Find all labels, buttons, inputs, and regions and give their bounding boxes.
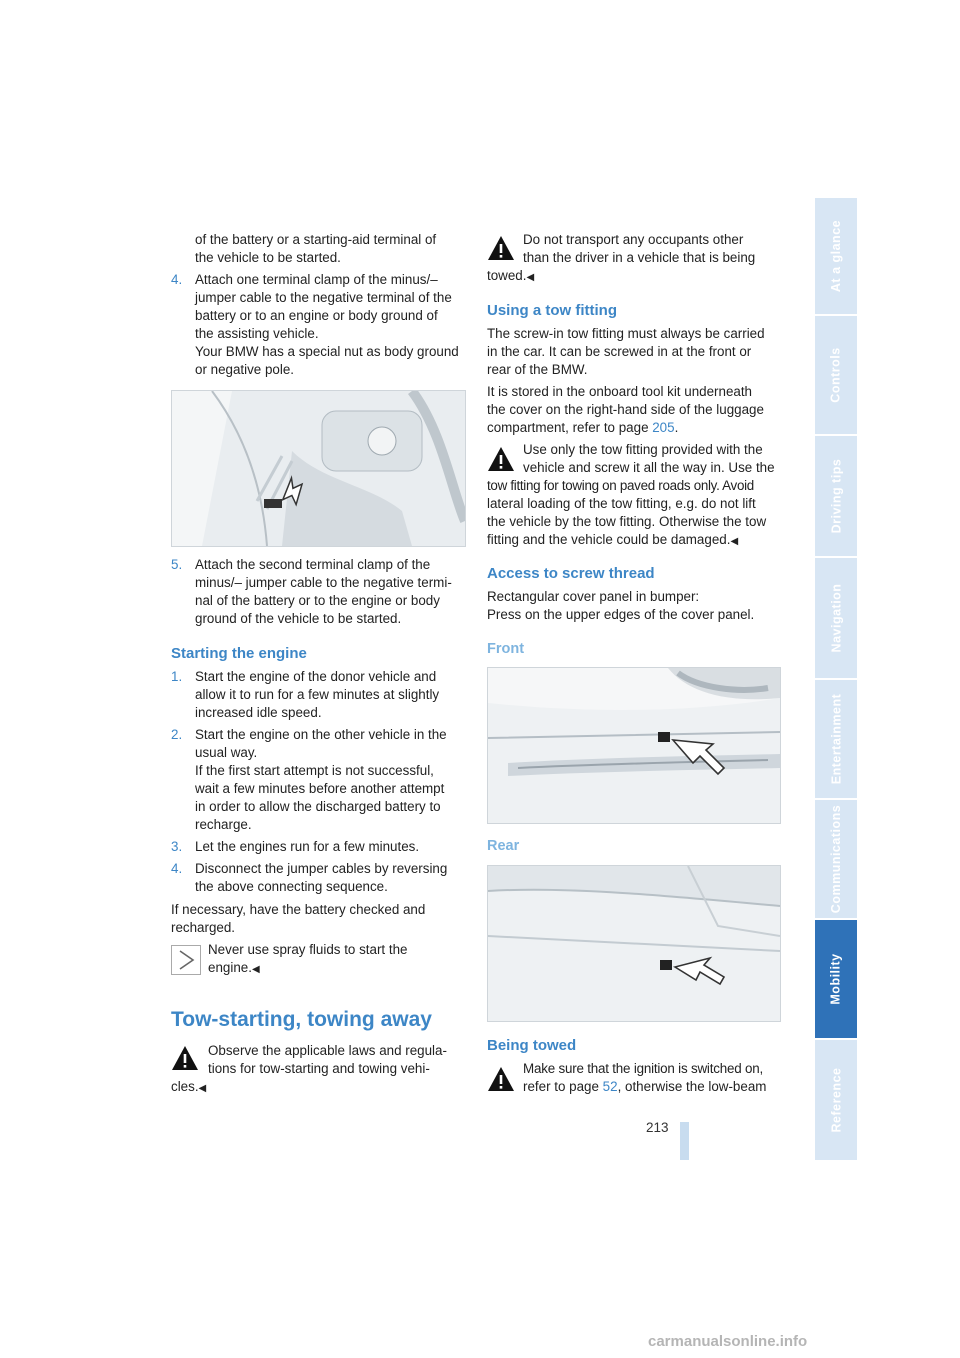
text-line: Start the engine on the other vehicle in the xyxy=(195,727,447,742)
text-line: lateral loading of the tow fitting, e.g. do not lift xyxy=(487,496,756,511)
text-line: the assisting vehicle. xyxy=(195,326,319,341)
end-mark: ◀ xyxy=(526,272,535,283)
chapter-heading: Tow-starting, towing away xyxy=(171,1008,432,1031)
text-line: If the first start attempt is not successful, xyxy=(195,763,434,778)
text-line: recharge. xyxy=(195,817,252,832)
text-line: the cover on the right-hand side of the luggage xyxy=(487,402,764,417)
page-link[interactable]: 205 xyxy=(652,420,675,435)
text-line: of the battery or a starting-aid terminal of xyxy=(195,232,437,247)
step-number: 4. xyxy=(171,272,183,287)
warning-icon xyxy=(171,1045,199,1076)
text-line: Use only the tow fitting provided with the xyxy=(523,442,763,457)
tab-entertainment[interactable]: Entertainment xyxy=(815,680,857,798)
text-line: If necessary, have the battery checked and xyxy=(171,902,426,917)
warning-text: cles.◀ xyxy=(171,1079,207,1094)
tab-reference[interactable]: Reference xyxy=(815,1040,857,1160)
step-number: 1. xyxy=(171,669,183,684)
text-line: usual way. xyxy=(195,745,258,760)
warning-text: fitting and the vehicle could be damaged.◀ xyxy=(487,532,739,547)
text-line: the above connecting sequence. xyxy=(195,879,388,894)
subsection-heading: Front xyxy=(487,641,525,657)
section-heading: Access to screw thread xyxy=(487,565,655,582)
text-line: Never use spray fluids to start the xyxy=(208,942,408,957)
tab-navigation[interactable]: Navigation xyxy=(815,558,857,678)
text-line: Rectangular cover panel in bumper: xyxy=(487,589,700,604)
end-mark: ◀ xyxy=(251,964,260,975)
text-line: compartment, refer to page 205. xyxy=(487,420,679,435)
rear-bumper-photo xyxy=(487,865,781,1022)
text-line: Do not transport any occupants other xyxy=(523,232,744,247)
step-number: 5. xyxy=(171,557,183,572)
engine-compartment-photo xyxy=(171,390,466,547)
step-number: 3. xyxy=(171,839,183,854)
note-text: engine.◀ xyxy=(208,960,260,975)
text-line: Make sure that the ignition is switched on, xyxy=(523,1061,764,1076)
text-line: tions for tow-starting and towing vehi- xyxy=(208,1061,430,1076)
text-line: increased idle speed. xyxy=(195,705,322,720)
end-mark: ◀ xyxy=(198,1083,207,1094)
note-icon xyxy=(171,945,201,975)
text-line: the vehicle by the tow fitting. Otherwise the tow xyxy=(487,514,767,529)
text-line: Attach the second terminal clamp of the xyxy=(195,557,431,572)
text-line: allow it to run for a few minutes at slightly xyxy=(195,687,440,702)
text-line: or negative pole. xyxy=(195,362,295,377)
page-number-bar xyxy=(680,1122,689,1160)
text-line: jumper cable to the negative terminal of the xyxy=(195,290,452,305)
end-mark: ◀ xyxy=(730,536,739,547)
subsection-heading: Rear xyxy=(487,838,520,854)
text-line: refer to page 52, otherwise the low-beam xyxy=(523,1079,767,1094)
page-link[interactable]: 52 xyxy=(602,1079,618,1094)
section-heading: Starting the engine xyxy=(171,645,307,662)
text-line: the vehicle to be started. xyxy=(195,250,341,265)
step-number: 4. xyxy=(171,861,183,876)
text-line: Disconnect the jumper cables by reversing xyxy=(195,861,448,876)
text-line: recharged. xyxy=(171,920,236,935)
text-line: ground of the vehicle to be started. xyxy=(195,611,402,626)
text-line: nal of the battery or to the engine or body xyxy=(195,593,440,608)
warning-text: towed.◀ xyxy=(487,268,535,283)
step-number: 2. xyxy=(171,727,183,742)
text-line: vehicle and screw it all the way in. Use the xyxy=(523,460,775,475)
section-heading: Being towed xyxy=(487,1037,577,1054)
footer-watermark: carmanualsonline.info xyxy=(648,1333,808,1350)
text-line: in the car. It can be screwed in at the front or xyxy=(487,344,752,359)
tab-driving-tips[interactable]: Driving tips xyxy=(815,436,857,556)
text-line: in order to allow the discharged battery to xyxy=(195,799,441,814)
tab-controls[interactable]: Controls xyxy=(815,316,857,434)
text-line: Observe the applicable laws and regula- xyxy=(208,1043,447,1058)
page-number: 213 xyxy=(646,1120,669,1135)
text-line: than the driver in a vehicle that is being xyxy=(523,250,756,265)
text-line: tow fitting for towing on paved roads only. Avoid xyxy=(487,478,754,493)
text-line: Start the engine of the donor vehicle and xyxy=(195,669,437,684)
section-heading: Using a tow fitting xyxy=(487,302,617,319)
warning-icon xyxy=(487,446,515,477)
warning-icon xyxy=(487,1066,515,1097)
text-line: rear of the BMW. xyxy=(487,362,588,377)
text-line: minus/– jumper cable to the negative termi- xyxy=(195,575,452,590)
front-bumper-photo xyxy=(487,667,781,824)
text-line: Attach one terminal clamp of the minus/– xyxy=(195,272,438,287)
text-line: The screw-in tow fitting must always be carried xyxy=(487,326,765,341)
warning-icon xyxy=(487,235,515,266)
tab-mobility[interactable]: Mobility xyxy=(815,920,857,1038)
text-line: Press on the upper edges of the cover panel. xyxy=(487,607,755,622)
text-line: battery or to an engine or body ground of xyxy=(195,308,438,323)
text-line: Let the engines run for a few minutes. xyxy=(195,839,420,854)
tab-at-a-glance[interactable]: At a glance xyxy=(815,198,857,314)
text-line: It is stored in the onboard tool kit underneath xyxy=(487,384,753,399)
tab-communications[interactable]: Communications xyxy=(815,800,857,918)
text-line: wait a few minutes before another attempt xyxy=(195,781,445,796)
text-line: Your BMW has a special nut as body ground xyxy=(195,344,459,359)
